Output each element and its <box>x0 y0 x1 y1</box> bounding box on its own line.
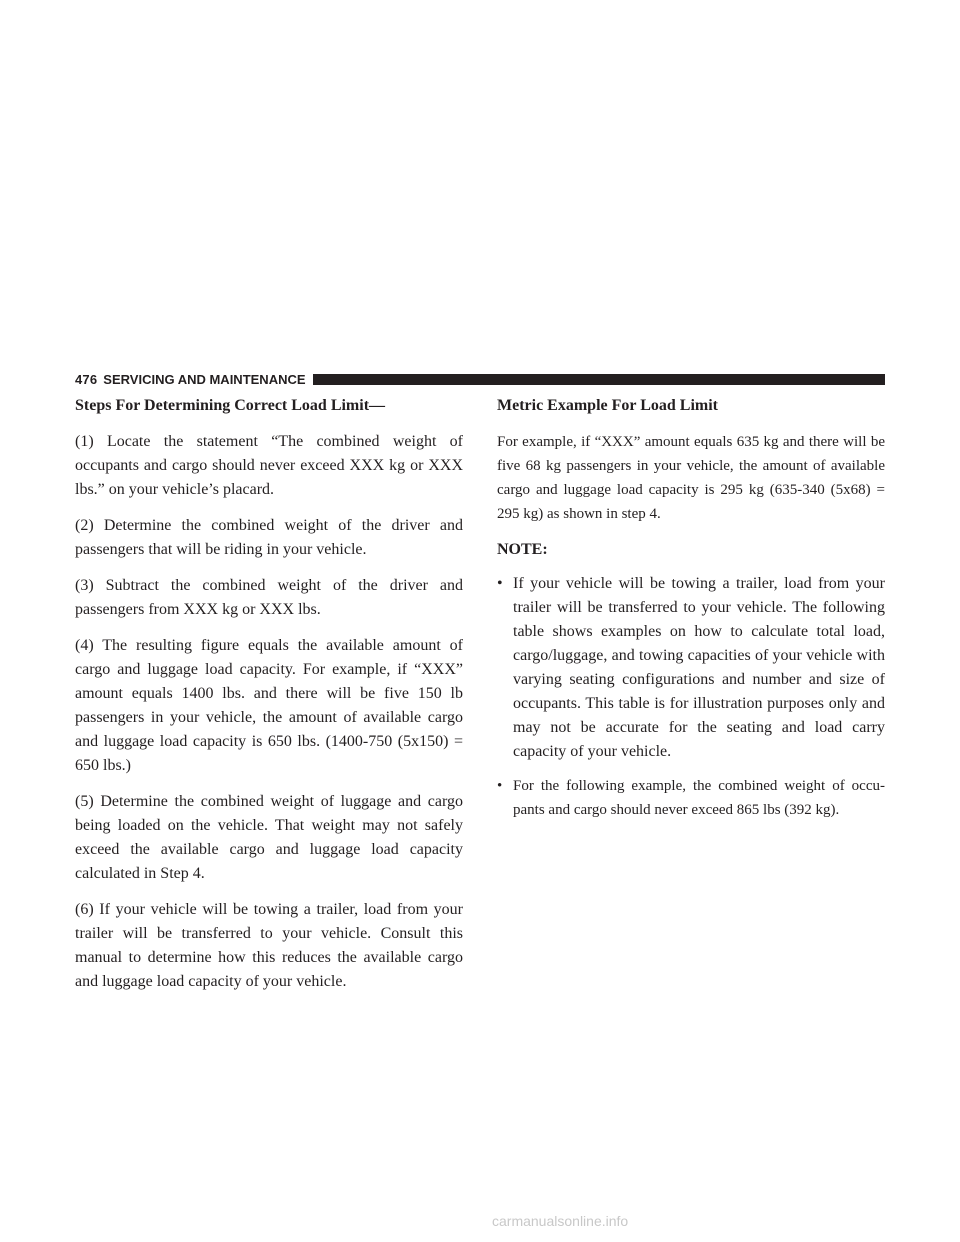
note-bullets <box>497 572 885 822</box>
right-column <box>497 394 885 832</box>
page-number: 476 <box>75 371 98 387</box>
list-item <box>497 572 885 764</box>
step-2: (2) Determine the combined weight of the driver and passengers that will be riding in your vehicle. <box>75 517 463 558</box>
page-header <box>75 370 885 388</box>
step-3: (3) Subtract the combined weight of the driver and passengers from XXX kg or XXX lbs. <box>75 577 463 618</box>
step-5: (5) Determine the combined weight of luggage and cargo being loaded on the vehicle. That weight may not safely exceed the available cargo and luggage load capacity calculated in Step 4. <box>75 793 463 882</box>
step-4: (4) The resulting figure equals the available amount of cargo and luggage load capacity. For example, if “XXX” amount equals 1400 lbs. and there will be five 150 lb passengers in your vehicle, the amount of available cargo and luggage load capacity is 650 lbs. (1400-750 (5x150) = 650 lbs.) <box>75 637 463 774</box>
note-label: NOTE: <box>497 541 548 558</box>
load-limit-steps-heading: Steps For Determining Correct Load Limit— <box>75 397 386 414</box>
bullet-text: If your vehicle will be towing a trailer, load from your trailer will be transferred to your vehicle. The following table shows examples on how to calculate total load, cargo/luggage, and towing capacities of your vehicle with varying seating configurations and number and size of occupants. This table is for illustration purposes only and may not be accurate for the seating and load carry capacity of your vehicle. <box>513 575 885 760</box>
header-rule <box>313 374 885 385</box>
left-column <box>75 394 463 1006</box>
metric-example-paragraph: For example, if “XXX” amount equals 635 kg and there will be five 68 kg passengers in your vehicle, the amount of available cargo and luggage load capacity is 295 kg (635-340 (5x68) = 295 kg) as shown in step 4. <box>497 434 885 522</box>
metric-example-heading: Metric Example For Load Limit <box>497 397 718 414</box>
bullet-dot-icon: • <box>497 575 503 592</box>
list-item <box>497 774 885 822</box>
step-6: (6) If your vehicle will be towing a trailer, load from your trailer will be transferred to your vehicle. Consult this manual to determine how this reduces the available cargo and luggage load capacity of your vehicle. <box>75 901 463 990</box>
bullet-dot-icon: • <box>497 778 503 794</box>
section-title: SERVICING AND MAINTENANCE <box>103 371 306 387</box>
watermark-text: carmanualsonline.info <box>492 1213 629 1229</box>
bullet-text: For the following example, the combined weight of occu-pants and cargo should never exceed 865 lbs (392 kg). <box>513 778 885 818</box>
step-1: (1) Locate the statement “The combined weight of occupants and cargo should never exceed XXX kg or XXX lbs.” on your vehicle’s placard. <box>75 433 463 498</box>
